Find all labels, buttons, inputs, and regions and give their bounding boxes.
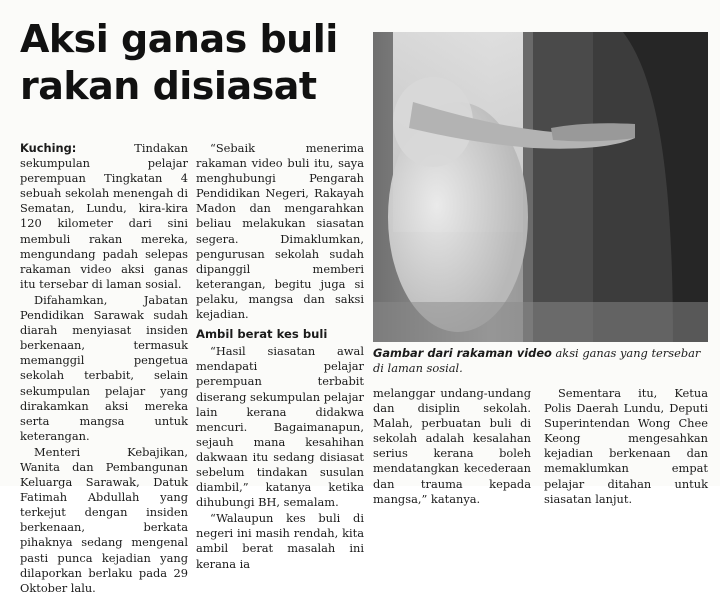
photo-caption — [373, 346, 708, 376]
article-column-2 — [196, 141, 364, 572]
headline-line-2: rakan disiasat — [20, 64, 317, 108]
paragraph: “Walaupun kes buli di negeri ini masih rendah, kita ambil berat masalah ini kerana ia — [196, 511, 364, 571]
paragraph: “Hasil siasatan awal mendapati pelajar perempuan terbabit diserang sekumpulan pelajar lain kerana didakwa mencuri. Bagaimanapun, sejauh mana kesahihan dakwaan itu sedang disiasat sebelum tindakan susulan diambil,” katanya ketika dihubungi BH, semalam. — [196, 344, 364, 510]
paragraph — [20, 141, 188, 292]
caption-lead: Gambar dari rakaman video — [373, 346, 552, 360]
article-column-4 — [544, 386, 708, 507]
paragraph: Difahamkan, Jabatan Pendidikan Sarawak sudah diarah menyiasat insiden berkenaan, termasuk memanggil pengetua sekolah terbabit, selain sekumpulan pelajar yang dirakamkan aksi mereka serta mangsa untuk keterangan. — [20, 292, 188, 443]
news-photo — [373, 32, 708, 342]
headline — [20, 16, 360, 110]
caption-text: aksi ganas yang tersebar di laman sosial. — [373, 346, 701, 375]
article-column-1 — [20, 141, 188, 596]
video-still-image — [373, 32, 708, 342]
paragraph: Sementara itu, Ketua Polis Daerah Lundu, Deputi Superintendan Wong Chee Keong mengesahkan kejadian berkenaan dan memaklumkan empat pelajar ditahan untuk siasatan lanjut. — [544, 386, 708, 506]
paragraph-text: Tindakan sekumpulan pelajar perempuan Tingkatan 4 sebuah sekolah menengah di Sematan, Lundu, kira-kira 120 kilometer dari sini membuli rakan mereka, mengundang padah selepas rakaman video aksi ganas itu tersebar di laman sosial. — [20, 141, 188, 291]
headline-line-1: Aksi ganas buli — [20, 17, 338, 61]
dateline: Kuching: — [20, 141, 77, 155]
subheading: Ambil berat kes buli — [196, 327, 328, 342]
paragraph: Menteri Kebajikan, Wanita dan Pembangunan Keluarga Sarawak, Datuk Fatimah Abdullah yang terkejut dengan insiden berkenaan, berkata pihaknya sedang mengenal pasti punca kejadian yang dilaporkan berlaku pada 29 Oktober lalu. — [20, 444, 188, 595]
article-column-3 — [373, 386, 531, 507]
paragraph: “Sebaik menerima rakaman video buli itu, saya menghubungi Pengarah Pendidikan Negeri, Rakayah Madon dan mengarahkan beliau melakukan siasatan segera. Dimaklumkan, pengurusan sekolah sudah dipanggil memberi keterangan, begitu juga si pelaku, mangsa dan saksi kejadian. — [196, 141, 364, 322]
paragraph: melanggar undang-undang dan disiplin sekolah. Malah, perbuatan buli di sekolah adalah kesalahan serius kerana boleh mendatangkan kecederaan dan trauma kepada mangsa,” katanya. — [373, 386, 531, 506]
